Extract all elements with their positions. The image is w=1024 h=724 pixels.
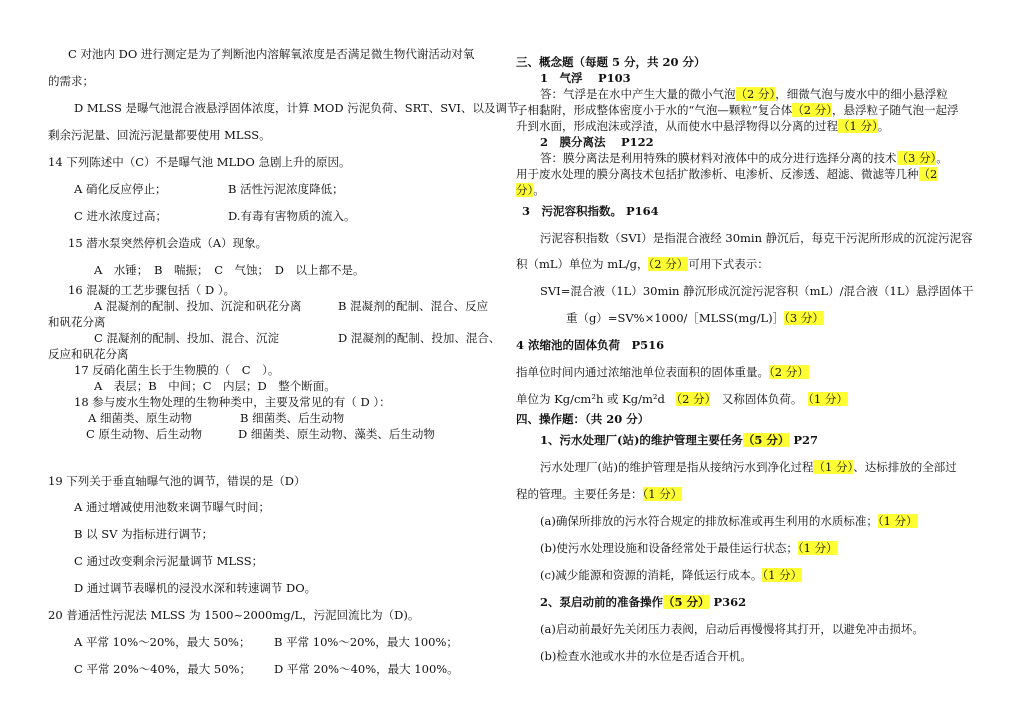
option: B 以 SV 为指标进行调节； bbox=[74, 527, 214, 541]
option: B 混凝剂的配制、混合、反应 bbox=[338, 299, 489, 313]
concept-1-line-3 bbox=[516, 119, 889, 133]
score-highlight: （2 分） bbox=[676, 392, 711, 406]
score-highlight: （1 分） bbox=[838, 119, 878, 133]
score-highlight: （2 分） bbox=[792, 103, 832, 117]
score-highlight: （1 分） bbox=[642, 487, 683, 501]
page-ref: P27 bbox=[789, 433, 819, 447]
option: B 平常 10%～20%，最大 100%； bbox=[274, 635, 458, 649]
option: B 细菌类、后生动物 bbox=[240, 411, 345, 425]
operation-1-item-a bbox=[540, 514, 918, 528]
option: C 平常 20%～40%，最大 50%； bbox=[74, 662, 251, 676]
option: C 进水浓度过高； bbox=[74, 209, 167, 223]
concept-3-title: 3 污泥容积指数。 P164 bbox=[522, 204, 659, 218]
operation-1-title bbox=[540, 433, 818, 447]
operation-1-item-b bbox=[540, 541, 838, 555]
question-20: 20 普通活性污泥法 MLSS 为 1500~2000mg/L，污泥回流比为（D)。 bbox=[48, 608, 420, 622]
text: 可用下式表示： bbox=[688, 257, 769, 271]
text-line: C 对池内 DO 进行测定是为了判断池内溶解氧浓度是否满足微生物代谢活动对氧 bbox=[68, 47, 475, 61]
text: 子相黏附，形成整体密度小于水的“气泡—颗粒”复合体 bbox=[516, 103, 793, 117]
text-line: D MLSS 是曝气池混合液悬浮固体浓度，计算 MOD 污泥负荷、SRT、SVI、以及调节 bbox=[74, 101, 519, 115]
concept-2-line-1 bbox=[540, 151, 948, 165]
option: D 细菌类、原生动物、藻类、后生动物 bbox=[238, 427, 435, 441]
concept-2-line-3 bbox=[516, 183, 545, 197]
score-highlight: （1 分） bbox=[762, 568, 803, 582]
score-highlight: （5 分） bbox=[663, 595, 710, 609]
text: ，悬浮粒子随气泡一起浮 bbox=[832, 103, 959, 117]
concept-3-line-2 bbox=[516, 257, 769, 271]
options-15: A 水锤； B 喘振； C 气蚀； D 以上都不是。 bbox=[94, 263, 365, 277]
section-title-concepts: 三、概念题（每题 5 分，共 20 分） bbox=[516, 55, 706, 69]
text: (a)确保所排放的污水符合规定的排放标准或再生利用的水质标准； bbox=[540, 514, 878, 528]
option: A 混凝剂的配制、投加、沉淀和矾花分离 bbox=[94, 299, 302, 313]
option: B 活性污泥浓度降低； bbox=[228, 182, 344, 196]
option: A 通过增减使用池数来调节曝气时间； bbox=[74, 500, 270, 514]
page-ref: P362 bbox=[709, 595, 747, 609]
score-highlight: （2 分） bbox=[735, 87, 776, 101]
option: D 通过调节表曝机的浸没水深和转速调节 DO。 bbox=[74, 581, 317, 595]
concept-4-line-1 bbox=[516, 365, 809, 379]
question-14: 14 下列陈述中（C）不是曝气池 MLDO 急剧上升的原因。 bbox=[48, 155, 351, 169]
question-16: 16 混凝的工艺步骤包括（ D ）。 bbox=[68, 283, 236, 297]
text: 用于废水处理的膜分离技术包括扩散渗析、电渗析、反渗透、超滤、微滤等几种 bbox=[516, 167, 919, 181]
score-highlight: 分） bbox=[516, 183, 534, 197]
concept-2-title: 2 膜分离法 P122 bbox=[540, 135, 654, 149]
option: C 混凝剂的配制、投加、混合、沉淀 bbox=[94, 331, 279, 345]
text: 又称固体负荷。 bbox=[710, 392, 797, 406]
text: 答：膜分离法是利用特殊的膜材料对液体中的成分进行选择分离的技术 bbox=[540, 151, 897, 165]
option: D 混凝剂的配制、投加、混合、 bbox=[338, 331, 501, 345]
text: 。 bbox=[533, 183, 545, 197]
score-highlight: （1 分） bbox=[797, 541, 838, 555]
text-line: 反应和矾花分离 bbox=[48, 347, 129, 361]
text: 2、泵启动前的准备操作 bbox=[540, 595, 664, 609]
question-17: 17 反硝化菌生长于生物膜的（ C ）。 bbox=[74, 363, 280, 377]
concept-3-line-4 bbox=[566, 311, 824, 325]
score-highlight: （2 分） bbox=[769, 365, 809, 379]
text: 升到水面，形成泡沫或浮渣，从而使水中悬浮物得以分离的过程 bbox=[516, 119, 838, 133]
concept-4-line-2 bbox=[516, 392, 848, 406]
text: 答：气浮是在水中产生大量的微小气泡 bbox=[540, 87, 736, 101]
score-highlight: （1 分） bbox=[813, 460, 854, 474]
text-line: 的需求； bbox=[48, 74, 94, 88]
options-17: A 表层；B 中间；C 内层；D 整个断面。 bbox=[94, 379, 336, 393]
concept-2-line-2 bbox=[516, 167, 937, 181]
operation-1-item-c bbox=[540, 568, 802, 582]
concept-4-title: 4 浓缩池的固体负荷 P516 bbox=[516, 338, 665, 352]
score-highlight: （2 bbox=[918, 167, 938, 181]
score-highlight: （1 分） bbox=[877, 514, 918, 528]
operation-2-item-b: (b)检查水池或水井的水位是否适合开机。 bbox=[540, 649, 752, 663]
operation-2-title bbox=[540, 595, 746, 609]
score-highlight: （1 分） bbox=[808, 392, 848, 406]
text: (b)使污水处理设施和设备经常处于最佳运行状态； bbox=[540, 541, 798, 555]
concept-3-formula: SVI=混合液（1L）30min 静沉形成沉淀污泥容积（mL）/混合液（1L）悬浮固体干 bbox=[540, 284, 974, 298]
concept-1-title: 1 气浮 P103 bbox=[540, 71, 631, 85]
option: A 硝化反应停止； bbox=[74, 182, 167, 196]
score-highlight: （5 分） bbox=[742, 433, 790, 447]
text: 。 bbox=[936, 151, 948, 165]
text: 程的管理。主要任务是： bbox=[516, 487, 643, 501]
operation-2-item-a: (a)启动前最好先关闭压力表阀，启动后再慢慢将其打开，以避免冲击损坏。 bbox=[540, 622, 924, 636]
option: D 平常 20%～40%，最大 100%。 bbox=[274, 662, 459, 676]
section-title-operations: 四、操作题：（共 20 分） bbox=[516, 412, 650, 426]
option: A 平常 10%～20%，最大 50%； bbox=[74, 635, 251, 649]
score-highlight: （2 分） bbox=[648, 257, 689, 271]
question-18: 18 参与废水生物处理的生物种类中，主要及常见的有（ D ）： bbox=[74, 395, 391, 409]
text: 重（g）=SV%×1000/［MLSS(mg/L)］ bbox=[566, 311, 785, 325]
option: A 细菌类、原生动物 bbox=[88, 411, 192, 425]
operation-1-line-1 bbox=[540, 460, 957, 474]
concept-1-line-2 bbox=[516, 103, 959, 117]
operation-1-line-2 bbox=[516, 487, 682, 501]
text: ，细微气泡与废水中的细小悬浮粒 bbox=[775, 87, 948, 101]
text: (c)减少能源和资源的消耗，降低运行成本。 bbox=[540, 568, 763, 582]
text: 积（mL）单位为 mL/g， bbox=[516, 257, 649, 271]
score-highlight: （3 分） bbox=[784, 311, 824, 325]
option: D.有毒有害物质的流入。 bbox=[228, 209, 356, 223]
text: 单位为 Kg/cm²h 或 Kg/m²d bbox=[516, 392, 665, 406]
text: 。 bbox=[877, 119, 890, 133]
score-highlight: （3 分） bbox=[896, 151, 937, 165]
text-line: 和矾花分离 bbox=[48, 315, 106, 329]
text: 污水处理厂(站)的维护管理是指从接纳污水到净化过程 bbox=[540, 460, 814, 474]
text: 1、污水处理厂(站)的维护管理主要任务 bbox=[540, 433, 743, 447]
text: 指单位时间内通过浓缩池单位表面积的固体重量。 bbox=[516, 365, 769, 379]
question-19: 19 下列关于垂直轴曝气池的调节，错误的是（D） bbox=[48, 474, 306, 488]
option: C 原生动物、后生动物 bbox=[86, 427, 202, 441]
concept-3-line-1: 污泥容积指数（SVI）是指混合液经 30min 静沉后，每克干污泥所形成的沉淀污泥容 bbox=[540, 231, 973, 245]
option: C 通过改变剩余污泥量调节 MLSS； bbox=[74, 554, 264, 568]
concept-1-line-1 bbox=[540, 87, 948, 101]
text: 、达标排放的全部过 bbox=[853, 460, 957, 474]
question-15: 15 潜水泵突然停机会造成（A）现象。 bbox=[68, 236, 268, 250]
text-line: 剩余污泥量、回流污泥量都要使用 MLSS。 bbox=[48, 128, 271, 142]
